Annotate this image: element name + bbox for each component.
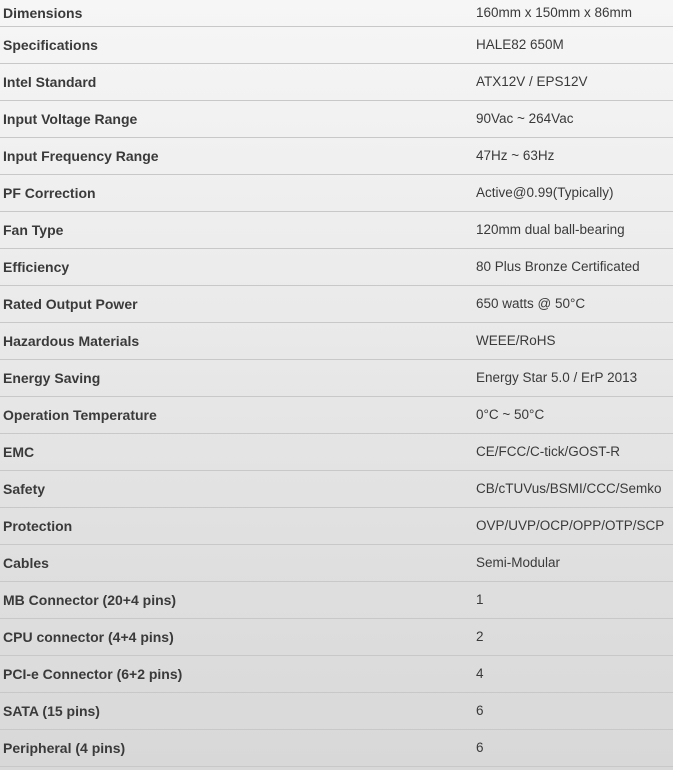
spec-value: 80 Plus Bronze Certificated bbox=[473, 248, 673, 285]
spec-label: CPU connector (4+4 pins) bbox=[0, 618, 473, 655]
spec-label: PCI-e Connector (6+2 pins) bbox=[0, 655, 473, 692]
table-row bbox=[0, 0, 673, 26]
spec-value: 6 bbox=[473, 692, 673, 729]
table-row bbox=[0, 655, 673, 692]
spec-value: 650 watts @ 50°C bbox=[473, 285, 673, 322]
spec-value: 1 bbox=[473, 581, 673, 618]
spec-label: MB Connector (20+4 pins) bbox=[0, 581, 473, 618]
spec-value: CE/FCC/C-tick/GOST-R bbox=[473, 433, 673, 470]
spec-value: WEEE/RoHS bbox=[473, 322, 673, 359]
spec-label: Specifications bbox=[0, 26, 473, 63]
spec-label: Fan Type bbox=[0, 211, 473, 248]
table-row bbox=[0, 470, 673, 507]
spec-value: Energy Star 5.0 / ErP 2013 bbox=[473, 359, 673, 396]
table-row bbox=[0, 581, 673, 618]
spec-label: Dimensions bbox=[0, 0, 473, 26]
spec-value: 90Vac ~ 264Vac bbox=[473, 100, 673, 137]
spec-value: OVP/UVP/OCP/OPP/OTP/SCP bbox=[473, 507, 673, 544]
spec-value: HALE82 650M bbox=[473, 26, 673, 63]
table-row bbox=[0, 26, 673, 63]
table-row bbox=[0, 544, 673, 581]
spec-label: EMC bbox=[0, 433, 473, 470]
table-row bbox=[0, 396, 673, 433]
spec-label: Energy Saving bbox=[0, 359, 473, 396]
table-row bbox=[0, 618, 673, 655]
spec-value: 47Hz ~ 63Hz bbox=[473, 137, 673, 174]
spec-label: Rated Output Power bbox=[0, 285, 473, 322]
spec-value: 160mm x 150mm x 86mm bbox=[473, 0, 673, 26]
spec-label: Efficiency bbox=[0, 248, 473, 285]
spec-label: Operation Temperature bbox=[0, 396, 473, 433]
spec-label: Cables bbox=[0, 544, 473, 581]
spec-label: PF Correction bbox=[0, 174, 473, 211]
table-row bbox=[0, 63, 673, 100]
table-row bbox=[0, 137, 673, 174]
spec-value: ATX12V / EPS12V bbox=[473, 63, 673, 100]
spec-value: Semi-Modular bbox=[473, 544, 673, 581]
table-row bbox=[0, 729, 673, 766]
spec-value: Active@0.99(Typically) bbox=[473, 174, 673, 211]
table-row bbox=[0, 359, 673, 396]
table-row bbox=[0, 692, 673, 729]
spec-value: CB/cTUVus/BSMI/CCC/Semko bbox=[473, 470, 673, 507]
spec-label: Input Frequency Range bbox=[0, 137, 473, 174]
spec-label: SATA (15 pins) bbox=[0, 692, 473, 729]
table-row bbox=[0, 285, 673, 322]
spec-label: Protection bbox=[0, 507, 473, 544]
table-row bbox=[0, 248, 673, 285]
table-row bbox=[0, 211, 673, 248]
table-row bbox=[0, 507, 673, 544]
table-row bbox=[0, 433, 673, 470]
table-row bbox=[0, 322, 673, 359]
spec-label: Intel Standard bbox=[0, 63, 473, 100]
spec-value: 6 bbox=[473, 729, 673, 766]
table-row bbox=[0, 100, 673, 137]
spec-value: 0°C ~ 50°C bbox=[473, 396, 673, 433]
spec-value: 4 bbox=[473, 655, 673, 692]
spec-label: Peripheral (4 pins) bbox=[0, 729, 473, 766]
spec-label: Hazardous Materials bbox=[0, 322, 473, 359]
spec-value: 2 bbox=[473, 618, 673, 655]
spec-label: Input Voltage Range bbox=[0, 100, 473, 137]
table-row bbox=[0, 174, 673, 211]
spec-label: Safety bbox=[0, 470, 473, 507]
spec-value: 120mm dual ball-bearing bbox=[473, 211, 673, 248]
